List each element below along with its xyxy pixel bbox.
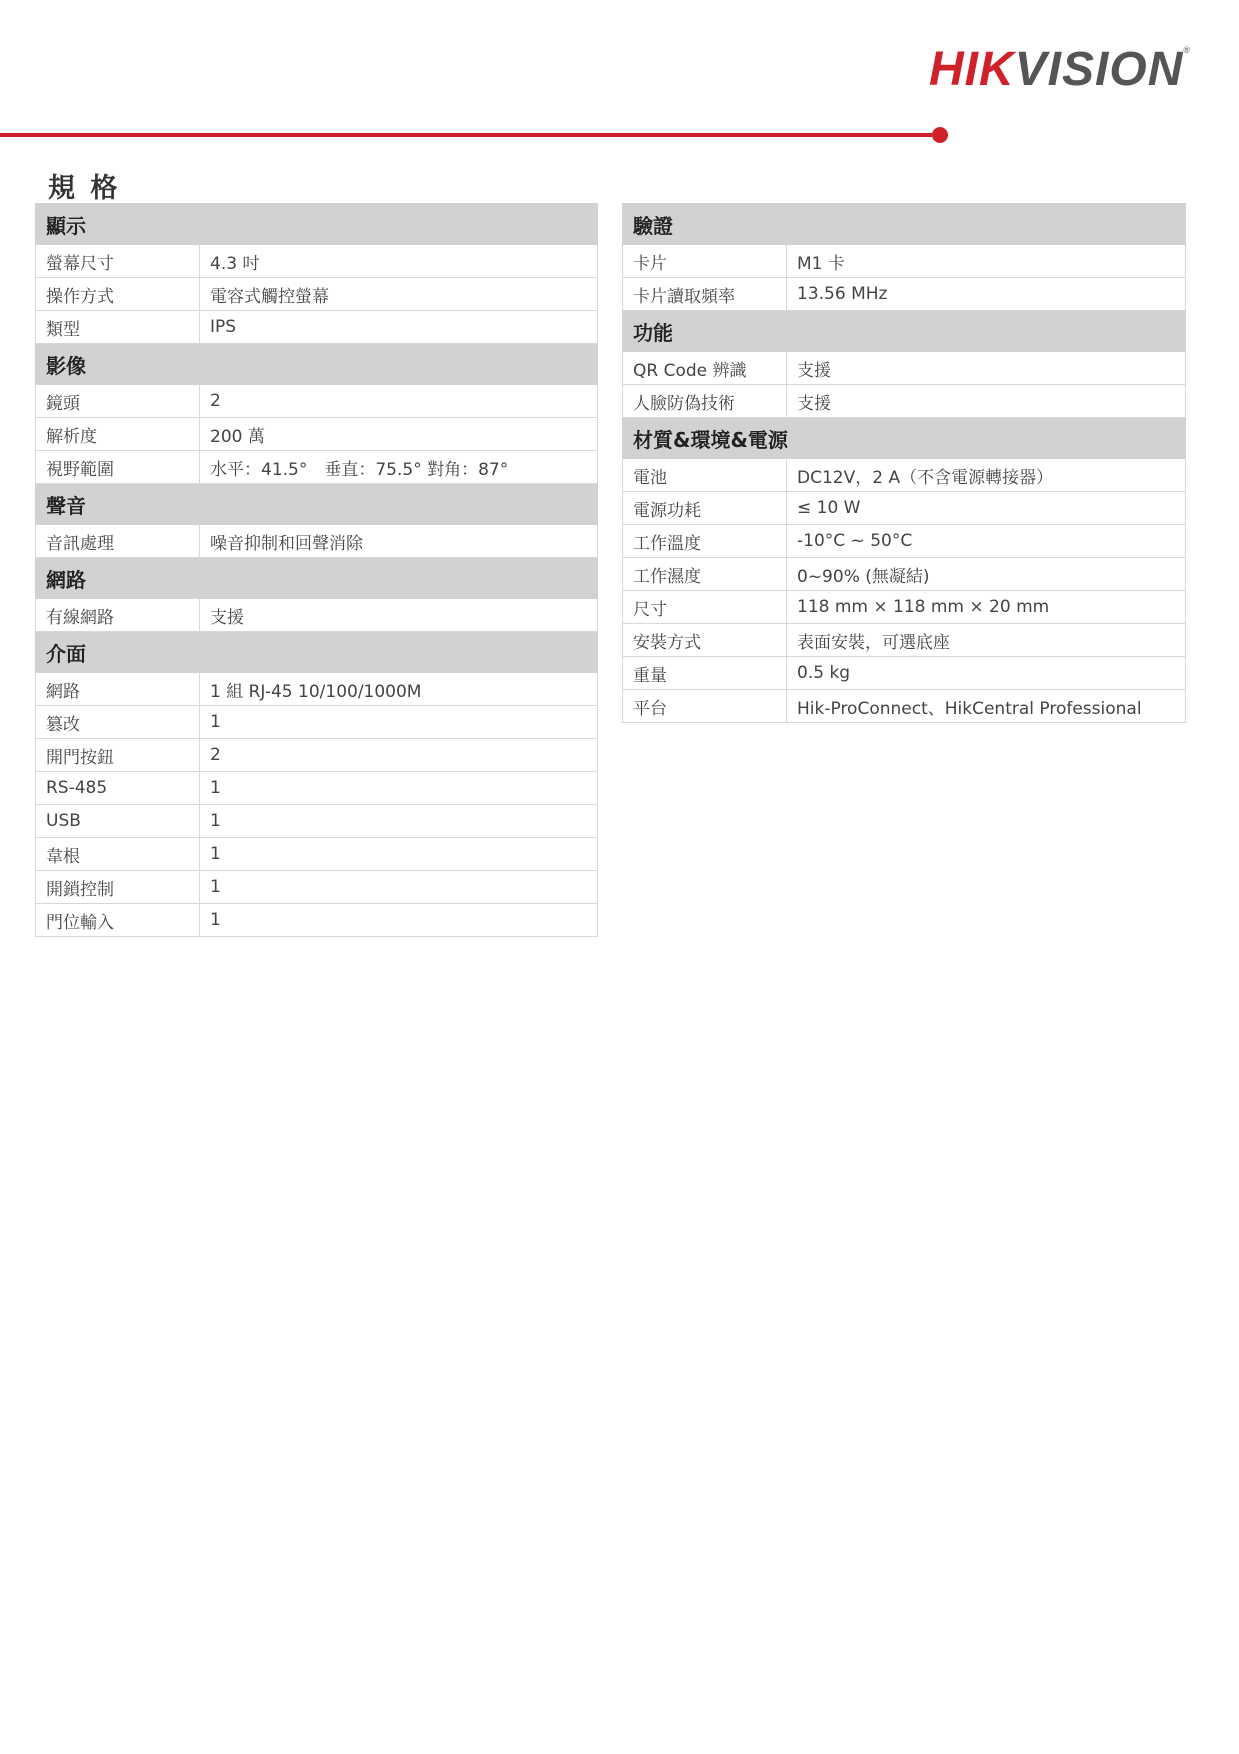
- spec-row: [623, 624, 1186, 657]
- logo-vision-text: VISION: [1014, 43, 1184, 96]
- spec-label: 卡片讀取頻率: [623, 278, 787, 311]
- spec-value: ≤ 10 W: [787, 492, 1186, 525]
- spec-label: 開鎖控制: [36, 871, 200, 904]
- section-header: 驗證: [623, 204, 1186, 245]
- spec-row: [623, 558, 1186, 591]
- spec-label: 網路: [36, 673, 200, 706]
- spec-row: [36, 871, 598, 904]
- spec-label: 操作方式: [36, 278, 200, 311]
- section-header-row: [36, 484, 598, 525]
- spec-label: 解析度: [36, 418, 200, 451]
- spec-label: 安裝方式: [623, 624, 787, 657]
- spec-row: [623, 385, 1186, 418]
- spec-label: 鏡頭: [36, 385, 200, 418]
- spec-value: 0~90% (無凝結): [787, 558, 1186, 591]
- spec-label: 尺寸: [623, 591, 787, 624]
- section-header-row: [623, 204, 1186, 245]
- spec-value: 2: [200, 385, 598, 418]
- section-header-row: [36, 632, 598, 673]
- spec-value: 2: [200, 739, 598, 772]
- spec-value: 水平：41.5° 垂直：75.5° 對角：87°: [200, 451, 598, 484]
- section-header: 影像: [36, 344, 598, 385]
- spec-value: 電容式觸控螢幕: [200, 278, 598, 311]
- spec-row: [623, 492, 1186, 525]
- spec-row: [36, 311, 598, 344]
- spec-value: 支援: [787, 385, 1186, 418]
- spec-row: [36, 525, 598, 558]
- spec-label: QR Code 辨識: [623, 352, 787, 385]
- section-header: 功能: [623, 311, 1186, 352]
- spec-row: [36, 451, 598, 484]
- spec-table-right: [622, 203, 1186, 723]
- spec-label: 韋根: [36, 838, 200, 871]
- spec-row: [36, 805, 598, 838]
- spec-row: [36, 245, 598, 278]
- spec-label: 工作濕度: [623, 558, 787, 591]
- spec-label: 篡改: [36, 706, 200, 739]
- spec-row: [36, 838, 598, 871]
- spec-value: 1: [200, 805, 598, 838]
- spec-label: 視野範圍: [36, 451, 200, 484]
- spec-value: 1: [200, 838, 598, 871]
- spec-row: [36, 673, 598, 706]
- spec-value: DC12V，2 A（不含電源轉接器）: [787, 459, 1186, 492]
- spec-label: 音訊處理: [36, 525, 200, 558]
- spec-row: [623, 352, 1186, 385]
- spec-value: 0.5 kg: [787, 657, 1186, 690]
- spec-value: 13.56 MHz: [787, 278, 1186, 311]
- section-header: 網路: [36, 558, 598, 599]
- spec-label: 卡片: [623, 245, 787, 278]
- spec-value: 1: [200, 706, 598, 739]
- spec-value: 1 組 RJ-45 10/100/1000M: [200, 673, 598, 706]
- spec-label: RS-485: [36, 772, 200, 805]
- spec-label: 平台: [623, 690, 787, 723]
- spec-label: 門位輸入: [36, 904, 200, 937]
- spec-row: [36, 385, 598, 418]
- spec-value: 4.3 吋: [200, 245, 598, 278]
- spec-label: 開門按鈕: [36, 739, 200, 772]
- spec-label: 重量: [623, 657, 787, 690]
- section-header-row: [36, 558, 598, 599]
- section-header-row: [36, 344, 598, 385]
- section-header-row: [623, 311, 1186, 352]
- spec-label: 類型: [36, 311, 200, 344]
- spec-value: 1: [200, 772, 598, 805]
- spec-table-left: [35, 203, 598, 937]
- header-divider-line: [0, 133, 932, 137]
- spec-row: [36, 599, 598, 632]
- section-header: 聲音: [36, 484, 598, 525]
- spec-row: [36, 418, 598, 451]
- spec-label: 有線網路: [36, 599, 200, 632]
- spec-row: [623, 657, 1186, 690]
- section-header-row: [623, 418, 1186, 459]
- spec-label: 工作溫度: [623, 525, 787, 558]
- spec-value: M1 卡: [787, 245, 1186, 278]
- spec-value: 表面安裝，可選底座: [787, 624, 1186, 657]
- spec-row: [623, 278, 1186, 311]
- spec-value: IPS: [200, 311, 598, 344]
- spec-value: 118 mm × 118 mm × 20 mm: [787, 591, 1186, 624]
- spec-value: -10°C ~ 50°C: [787, 525, 1186, 558]
- spec-value: 1: [200, 904, 598, 937]
- spec-row: [623, 690, 1186, 723]
- spec-label: 人臉防偽技術: [623, 385, 787, 418]
- section-header-row: [36, 204, 598, 245]
- section-header: 顯示: [36, 204, 598, 245]
- spec-value: 支援: [200, 599, 598, 632]
- logo-hik-text: HIK: [928, 43, 1015, 96]
- spec-row: [36, 772, 598, 805]
- spec-row: [623, 591, 1186, 624]
- header-divider-dot: [932, 127, 948, 143]
- spec-value: 1: [200, 871, 598, 904]
- section-header: 材質&環境&電源: [623, 418, 1186, 459]
- spec-row: [36, 739, 598, 772]
- spec-value: 支援: [787, 352, 1186, 385]
- spec-row: [623, 245, 1186, 278]
- logo-registered-mark: ®: [1183, 45, 1191, 55]
- spec-label: 電源功耗: [623, 492, 787, 525]
- spec-value: 200 萬: [200, 418, 598, 451]
- spec-row: [623, 459, 1186, 492]
- spec-value: Hik-ProConnect、HikCentral Professional: [787, 690, 1186, 723]
- page-title: 規 格: [48, 173, 121, 204]
- spec-label: 螢幕尺寸: [36, 245, 200, 278]
- spec-row: [623, 525, 1186, 558]
- spec-label: USB: [36, 805, 200, 838]
- hikvision-logo: [928, 43, 1191, 96]
- spec-row: [36, 904, 598, 937]
- section-header: 介面: [36, 632, 598, 673]
- spec-row: [36, 278, 598, 311]
- spec-value: 噪音抑制和回聲消除: [200, 525, 598, 558]
- spec-row: [36, 706, 598, 739]
- spec-label: 電池: [623, 459, 787, 492]
